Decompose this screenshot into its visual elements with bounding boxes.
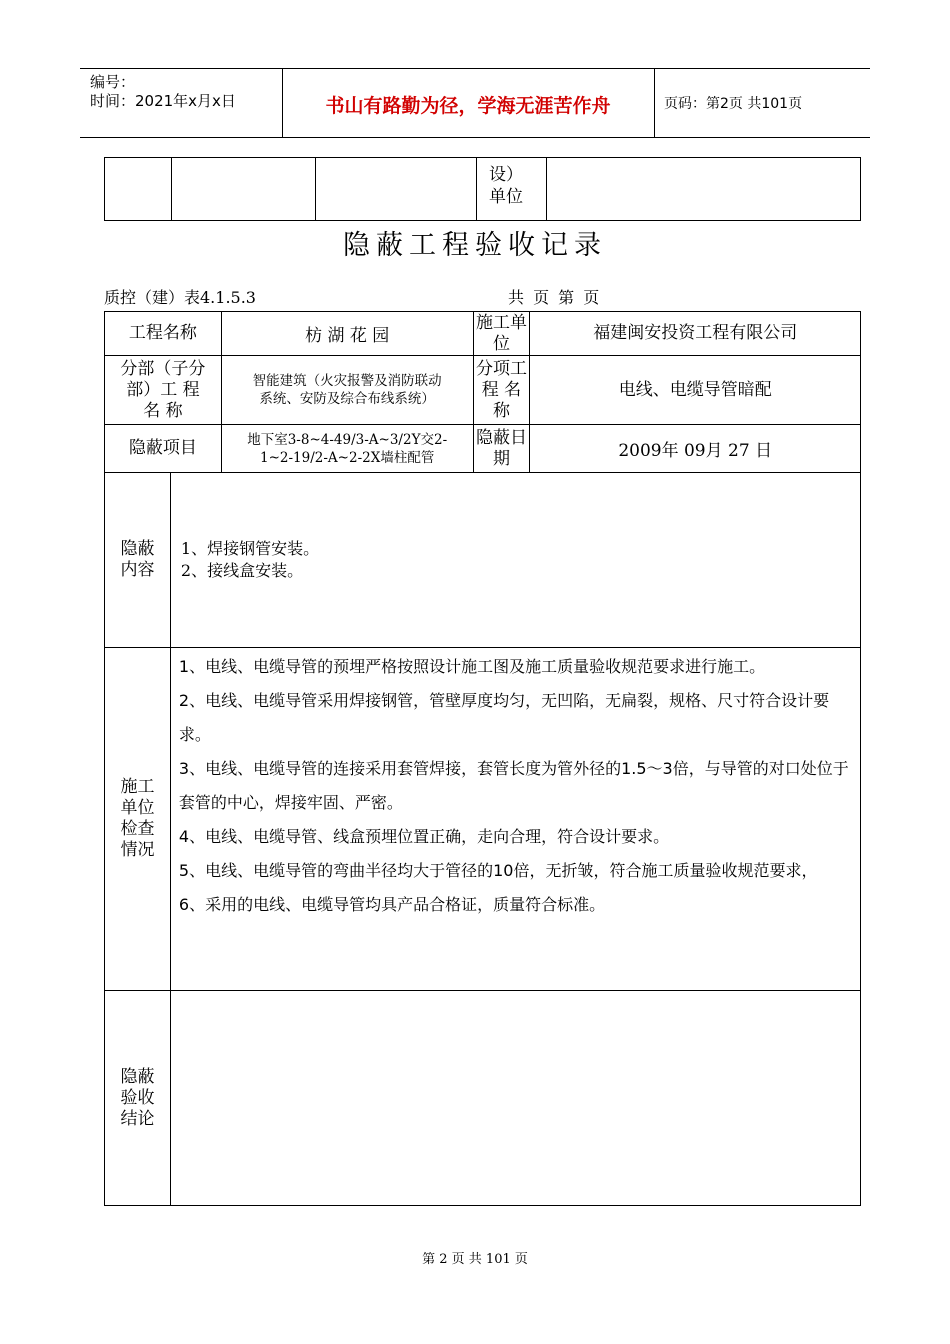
table-row xyxy=(105,648,861,991)
record-table xyxy=(104,311,861,1206)
header-divider xyxy=(654,69,655,137)
hidden-content-line: 1、焊接钢管安装。 xyxy=(180,539,320,558)
top-table xyxy=(104,157,861,221)
document-title: 隐蔽工程验收记录 xyxy=(343,230,607,261)
time-label: 时间：2021年x月x日 xyxy=(90,92,236,110)
table-row xyxy=(105,312,861,356)
table-row xyxy=(105,473,861,648)
page-header xyxy=(80,68,870,138)
table-row xyxy=(105,991,861,1206)
serial-label: 编号： xyxy=(90,73,136,91)
top-cell xyxy=(316,158,477,221)
page-count: 共 页 第 页 xyxy=(508,288,600,307)
page-footer: 第 2 页 共 101 页 xyxy=(422,1252,528,1267)
conclusion-label: 隐蔽 验收 结论 xyxy=(105,991,171,1206)
hidden-date-value: 2009年 09月 27 日 xyxy=(530,425,861,473)
hidden-content-line: 2、接线盒安装。 xyxy=(180,561,304,580)
inspection-item: 6、采用的电线、电缆导管均具产品合格证，质量符合标准。 xyxy=(178,895,606,914)
table-row xyxy=(105,356,861,425)
inspection-item: 4、电线、电缆导管、线盒预埋位置正确，走向合理，符合设计要求。 xyxy=(178,827,670,846)
item-value: 电线、电缆导管暗配 xyxy=(530,356,861,425)
header-meta xyxy=(90,73,236,111)
inspection-item: 5、电线、电缆导管的弯曲半径均大于管径的10倍，无折皱，符合施工质量验收规范要求， xyxy=(178,861,818,880)
subproject-value: 智能建筑（火灾报警及消防联动 系统、安防及综合布线系统） xyxy=(221,356,473,425)
hidden-content-label: 隐蔽 内容 xyxy=(105,473,171,648)
inspection-item: 2、电线、电缆导管采用焊接钢管，管壁厚度均匀，无凹陷，无扁裂，规格、尺寸符合设计要求。 xyxy=(178,691,830,744)
inspection-cell xyxy=(170,648,860,991)
hidden-date-label: 隐蔽日 期 xyxy=(473,425,530,473)
header-motto: 书山有路勤为径，学海无涯苦作舟 xyxy=(325,95,611,117)
inspection-item: 1、电线、电缆导管的预埋严格按照设计施工图及施工质量验收规范要求进行施工。 xyxy=(178,657,766,676)
top-cell xyxy=(172,158,316,221)
contractor-label: 施工单 位 xyxy=(473,312,530,356)
hidden-content-cell xyxy=(170,473,860,648)
inspection-label: 施工 单位 检查 情况 xyxy=(105,648,171,991)
project-name-value: 枋 湖 花 园 xyxy=(221,312,473,356)
project-name-label: 工程名称 xyxy=(105,312,222,356)
top-unit-label: 设） 单位 xyxy=(477,158,547,221)
header-page-info: 页码：第2页 共101页 xyxy=(664,96,803,112)
subproject-label: 分部（子分 部）工 程 名 称 xyxy=(105,356,222,425)
hidden-item-value: 地下室3-8~4-49/3-A~3/2Y交2- 1~2-19/2-A~2-2X墙柱配管 xyxy=(221,425,473,473)
table-row xyxy=(105,425,861,473)
item-label: 分项工 程 名 称 xyxy=(473,356,530,425)
conclusion-cell xyxy=(170,991,860,1206)
top-cell xyxy=(105,158,172,221)
top-cell xyxy=(547,158,861,221)
contractor-value: 福建闽安投资工程有限公司 xyxy=(530,312,861,356)
form-number: 质控（建）表4.1.5.3 xyxy=(104,288,256,307)
inspection-item: 3、电线、电缆导管的连接采用套管焊接，套管长度为管外径的1.5～3倍，与导管的对口处位于套管的中心，焊接牢固、严密。 xyxy=(178,759,849,812)
hidden-item-label: 隐蔽项目 xyxy=(105,425,222,473)
